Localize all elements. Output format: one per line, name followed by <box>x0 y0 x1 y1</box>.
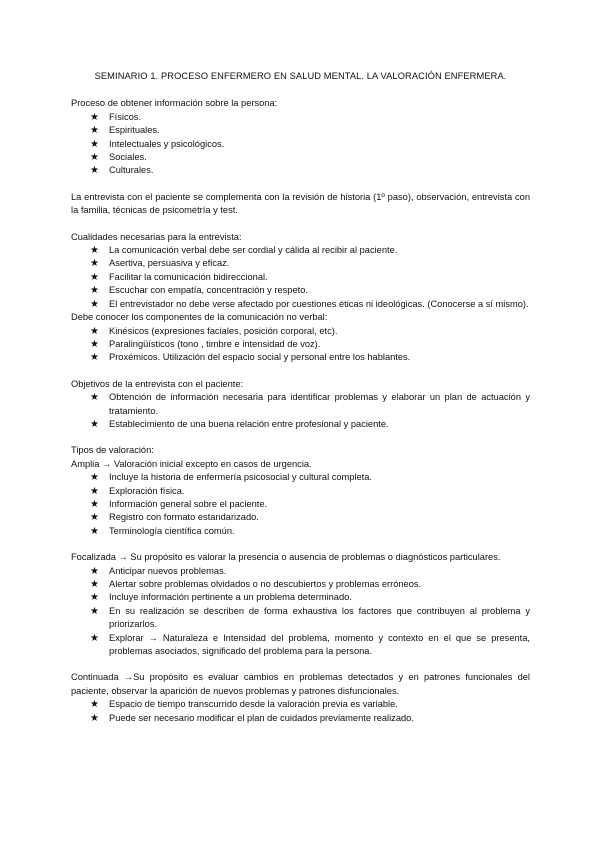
list-item: ★ Exploración física. <box>90 485 185 497</box>
list-focalizada <box>71 565 530 659</box>
list-item: ★ Incluye información pertinente a un problema determinado. <box>90 592 352 604</box>
star-bullet-icon: ★ <box>90 111 99 123</box>
star-bullet-icon: ★ <box>90 472 99 484</box>
paragraph-entrevista: La entrevista con el paciente se complementa con la revisión de historia (1º paso), observación, entrevista con la familia, técnicas de psicometría y test. <box>71 191 530 216</box>
list-no-verbal <box>71 325 530 365</box>
star-bullet-icon: ★ <box>90 325 99 337</box>
star-bullet-icon: ★ <box>90 485 99 497</box>
list-item: ★ Culturales. <box>90 165 154 177</box>
list-item: ★ Espirituales. <box>90 125 160 137</box>
section-intro-proceso: Proceso de obtener información sobre la persona: <box>71 98 278 109</box>
continuada-heading: Continuada →Su propósito es evaluar cambios en problemas detectados y en patrones funcionales del paciente, observar la aparición de nuevos problemas y patrones disfuncionales. <box>71 672 530 696</box>
list-item: ★ El entrevistador no debe verse afectado por cuestiones éticas ni ideológicas. (Conocerse a sí mismo). <box>90 298 529 310</box>
star-bullet-icon: ★ <box>90 525 99 537</box>
list-item: ★ Explorar → Naturaleza e Intensidad del problema, momento y contexto en el que se presenta, problemas asociados, significado del problema para la persona. <box>90 632 530 657</box>
list-item: ★ Registro con formato estandarizado. <box>90 512 259 524</box>
star-bullet-icon: ★ <box>90 418 99 430</box>
star-bullet-icon: ★ <box>90 605 99 617</box>
section-intro-objetivos: Objetivos de la entrevista con el paciente: <box>71 378 244 389</box>
star-bullet-icon: ★ <box>90 352 99 364</box>
star-bullet-icon: ★ <box>90 498 99 510</box>
list-item: ★ Anticipar nuevos problemas. <box>90 565 227 577</box>
star-bullet-icon: ★ <box>90 712 99 724</box>
star-bullet-icon: ★ <box>90 258 99 270</box>
list-objetivos <box>71 391 530 431</box>
section-intro-tipos: Tipos de valoración: <box>71 445 154 456</box>
list-item: ★ Espacio de tiempo transcurrido desde la valoración previa es variable. <box>90 699 398 711</box>
list-item: ★ Kinésicos (expresiones faciales, posición corporal, etc). <box>90 325 338 337</box>
star-bullet-icon: ★ <box>90 565 99 577</box>
list-item: ★ Incluye la historia de enfermería psicosocial y cultural completa. <box>90 472 373 484</box>
star-bullet-icon: ★ <box>90 298 99 310</box>
star-bullet-icon: ★ <box>90 125 99 137</box>
list-amplia <box>71 471 530 538</box>
list-item: ★ Escuchar con empatía, concentración y respeto. <box>90 285 308 297</box>
list-item: ★ Alertar sobre problemas olvidados o no descubiertos y problemas erróneos. <box>90 579 422 590</box>
star-bullet-icon: ★ <box>90 699 99 711</box>
star-bullet-icon: ★ <box>90 392 99 404</box>
star-bullet-icon: ★ <box>90 271 99 283</box>
list-item: ★ Proxémicos. Utilización del espacio social y personal entre los hablantes. <box>90 352 411 364</box>
list-item: ★ Intelectuales y psicológicos. <box>90 138 225 150</box>
list-item: ★ Sociales. <box>90 152 147 164</box>
list-item: ★ La comunicación verbal debe ser cordial y cálida al recibir al paciente. <box>90 245 398 257</box>
list-item: ★ Puede ser necesario modificar el plan de cuidados previamente realizado. <box>90 712 414 724</box>
list-item: ★ Físicos. <box>90 111 142 123</box>
star-bullet-icon: ★ <box>90 338 99 350</box>
star-bullet-icon: ★ <box>90 245 99 257</box>
document-title: SEMINARIO 1. PROCESO ENFERMERO EN SALUD MENTAL. LA VALORACIÓN ENFERMERA. <box>94 71 507 81</box>
list-item: ★ Establecimiento de una buena relación entre profesional y paciente. <box>90 418 389 430</box>
star-bullet-icon: ★ <box>90 632 99 644</box>
section-intro-cualidades: Cualidades necesarias para la entrevista: <box>71 231 242 242</box>
star-bullet-icon: ★ <box>90 512 99 524</box>
star-bullet-icon: ★ <box>90 579 99 590</box>
star-bullet-icon: ★ <box>90 592 99 604</box>
star-bullet-icon: ★ <box>90 165 99 177</box>
list-item: ★ Paralingüísticos (tono , timbre e intensidad de voz). <box>90 338 321 350</box>
list-item: ★ Obtención de información necesaria para identificar problemas y elaborar un plan de actuación y tratamiento. <box>90 392 530 416</box>
list-item: ★ Terminología científica común. <box>90 525 235 537</box>
star-bullet-icon: ★ <box>90 285 99 297</box>
list-continuada <box>71 698 530 725</box>
section-intro-no-verbal: Debe conocer los componentes de la comunicación no verbal: <box>71 312 328 323</box>
list-proceso <box>71 111 530 178</box>
list-item: ★ Asertiva, persuasiva y eficaz. <box>90 258 230 270</box>
amplia-heading: Amplia → Valoración inicial excepto en casos de urgencia. <box>71 458 312 469</box>
list-cualidades <box>71 244 530 311</box>
list-item: ★ En su realización se describen de forma exhaustiva los factores que contribuyen al problema y priorizarlos. <box>90 605 530 630</box>
star-bullet-icon: ★ <box>90 152 99 164</box>
list-item: ★ Facilitar la comunicación bidireccional. <box>90 271 268 283</box>
star-bullet-icon: ★ <box>90 138 99 150</box>
list-item: ★ Información general sobre el paciente. <box>90 498 268 510</box>
focalizada-heading: Focalizada → Su propósito es valorar la presencia o ausencia de problemas o diagnósticos particulares. <box>71 552 501 563</box>
